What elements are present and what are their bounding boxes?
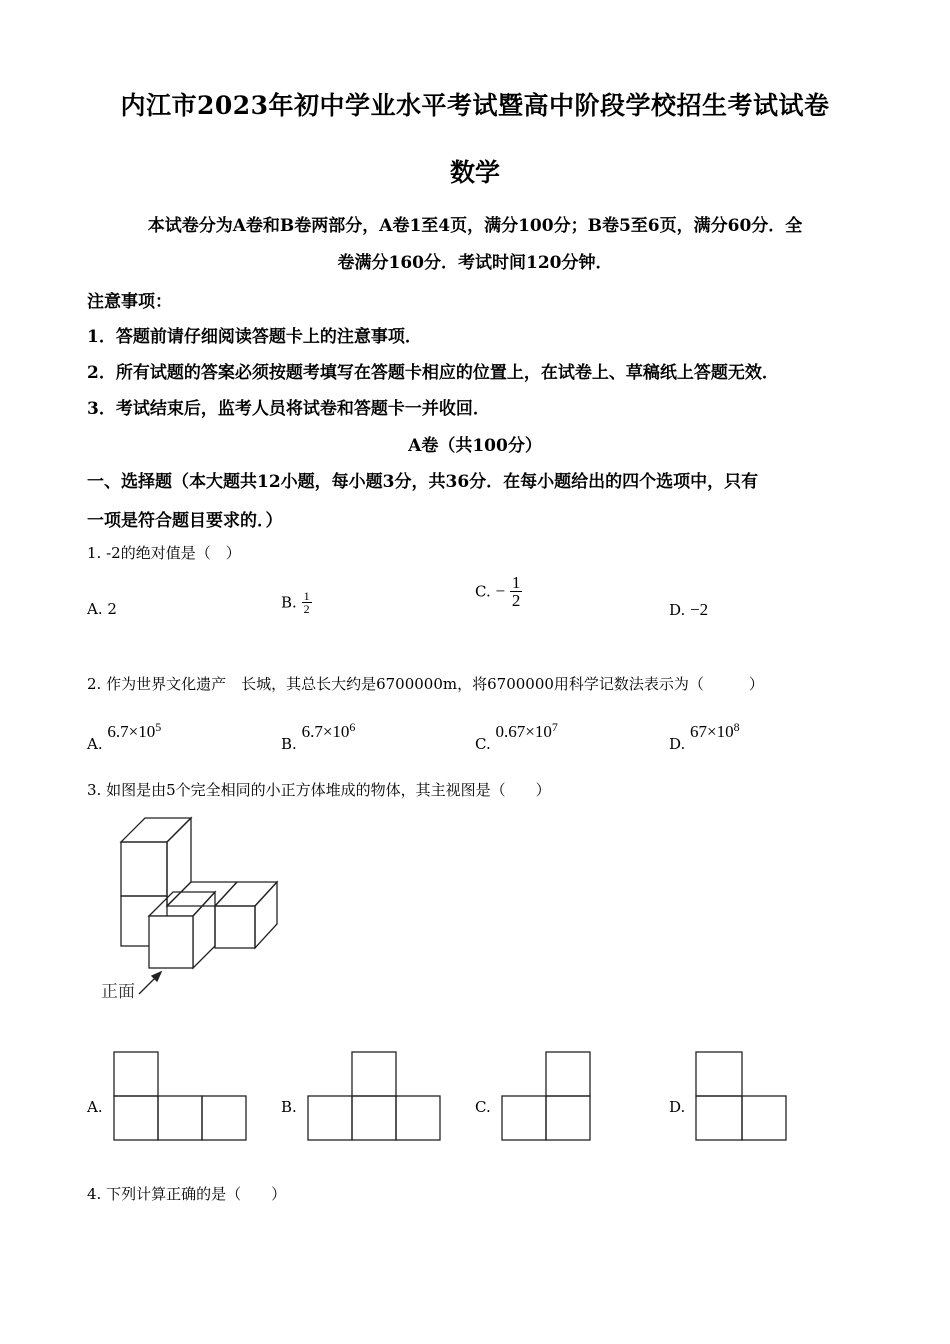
cube-side-face <box>193 892 215 968</box>
part1-instructions-cont: 一项是符合题目要求的．） <box>87 511 283 531</box>
q3-option-d-figure <box>694 1050 790 1142</box>
option-label: D. <box>669 735 686 753</box>
option-label: C. <box>475 735 491 753</box>
q2-option-d <box>669 720 740 753</box>
sci-base: 67×10 <box>690 722 734 741</box>
q3-option-b-figure <box>306 1050 442 1142</box>
question-1-stem: 1. -2的绝对值是（ ） <box>87 544 241 562</box>
option-label: C. <box>475 582 491 601</box>
q3-option-d-label: D. <box>669 1098 686 1116</box>
option-label: A. <box>87 600 103 618</box>
q1-option-a <box>87 600 117 618</box>
q3-option-c-label: C. <box>475 1098 491 1116</box>
question-2-stem: 2. 作为世界文化遗产 长城，其总长大约是6700000m，将6700000用科学记数法表示为（ ） <box>87 675 764 693</box>
option-label: B. <box>281 593 297 612</box>
notice-item: 2．所有试题的答案必须按题考填写在答题卡相应的位置上，在试卷上、草稿纸上答题无效． <box>87 363 779 383</box>
numerator: 1 <box>303 589 310 603</box>
sci-base: 6.7×10 <box>107 722 156 741</box>
q1-option-c <box>475 574 522 609</box>
q2-option-c <box>475 720 558 753</box>
notice-item: 3．考试结束后，监考人员将试卷和答题卡一并收回． <box>87 399 490 419</box>
cube-front-face-upper <box>121 842 167 896</box>
denominator: 2 <box>303 602 310 616</box>
q1-option-d <box>669 600 708 620</box>
fraction <box>510 574 523 609</box>
q2-option-a <box>87 720 162 753</box>
sci-exponent: 8 <box>733 720 740 734</box>
cube-front-face <box>149 916 193 968</box>
notice-item: 1．答题前请仔细阅读答题卡上的注意事项． <box>87 327 422 347</box>
numerator: 1 <box>511 573 521 592</box>
exam-subject: 数学 <box>449 158 500 187</box>
cube-front-face <box>215 906 255 948</box>
intro-line-1: 本试卷分为A卷和B卷两部分，A卷1至4页，满分100分；B卷5至6页，满分60分．全 <box>147 216 803 236</box>
cube-side-face <box>255 882 277 948</box>
option-value: −2 <box>690 600 709 619</box>
option-value: 2 <box>107 600 117 618</box>
q2-option-b <box>281 720 356 753</box>
minus-sign: − <box>495 581 506 601</box>
q3-option-a-label: A. <box>87 1098 103 1116</box>
denominator: 2 <box>511 591 521 610</box>
exam-title: 内江市2023年初中学业水平考试暨高中阶段学校招生考试试卷 <box>120 91 830 120</box>
fraction <box>302 590 312 615</box>
notice-heading: 注意事项： <box>87 292 172 312</box>
option-label: D. <box>669 601 686 619</box>
cube-top-face <box>215 882 277 906</box>
question-3-stem: 3. 如图是由5个完全相同的小正方体堆成的物体，其主视图是（ ） <box>87 781 551 799</box>
question-4-stem: 4. 下列计算正确的是（ ） <box>87 1185 287 1203</box>
sci-base: 0.67×10 <box>495 722 552 741</box>
q3-option-a-figure <box>112 1050 248 1142</box>
cube-side-face <box>167 818 191 906</box>
q1-option-b <box>281 590 312 615</box>
intro-line-2: 卷满分160分．考试时间120分钟． <box>337 253 613 273</box>
front-label: 正面 <box>101 982 135 1002</box>
option-label: B. <box>281 735 297 753</box>
option-label: A. <box>87 735 103 753</box>
part1-instructions: 一、选择题（本大题共12小题，每小题3分，共36分．在每小题给出的四个选项中，只有 <box>87 472 759 492</box>
q3-option-c-figure <box>500 1050 592 1142</box>
section-a-title: A卷（共100分） <box>408 436 542 456</box>
sci-exponent: 5 <box>155 720 162 734</box>
sci-base: 6.7×10 <box>301 722 350 741</box>
sci-exponent: 6 <box>349 720 356 734</box>
sci-exponent: 7 <box>551 720 558 734</box>
cube-top-face <box>121 818 191 842</box>
q3-option-b-label: B. <box>281 1098 297 1116</box>
